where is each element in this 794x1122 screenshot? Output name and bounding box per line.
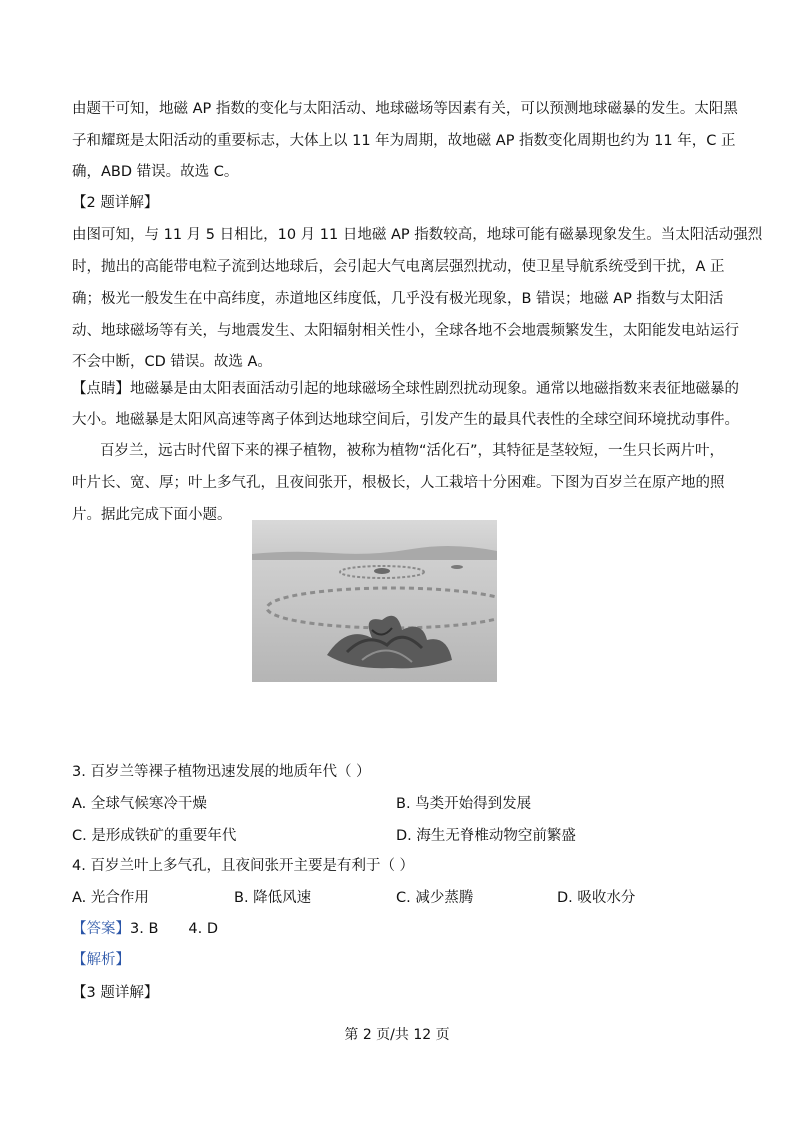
q3-option-a[interactable]: A. 全球气候寒冷干燥 xyxy=(72,796,207,812)
page-footer: 第 2 页/共 12 页 xyxy=(344,1027,450,1043)
detail-2-line-3: 确；极光一般发生在中高纬度，赤道地区纬度低，几乎没有极光现象，B 错误；地磁 AP 指数与太阳活 xyxy=(72,291,724,307)
q4-option-a[interactable]: A. 光合作用 xyxy=(72,890,149,906)
analysis-line-3: 确，ABD 错误。故选 C。 xyxy=(72,164,239,180)
q3-option-d[interactable]: D. 海生无脊椎动物空前繁盛 xyxy=(396,828,576,844)
answer-3: 3. B xyxy=(130,921,159,937)
detail-2-line-5: 不会中断，CD 错误。故选 A。 xyxy=(72,354,272,370)
answer-line xyxy=(72,919,218,939)
answer-4: 4. D xyxy=(188,921,219,937)
welwitschia-photo xyxy=(252,520,497,682)
question-4-stem: 4. 百岁兰叶上多气孔，且夜间张开主要是有利于（ ） xyxy=(72,858,415,874)
passage-line-2: 叶片长、宽、厚；叶上多气孔，且夜间张开，根极长，人工栽培十分困难。下图为百岁兰在原产地的照 xyxy=(72,475,725,491)
passage-line-3: 片。据此完成下面小题。 xyxy=(72,507,232,523)
key-point-text: 地磁暴是由太阳表面活动引起的地球磁场全球性剧烈扰动现象。通常以地磁指数来表征地磁暴的 xyxy=(130,381,739,397)
key-point-line-1 xyxy=(72,379,739,399)
detail-3-header: 【3 题详解】 xyxy=(72,985,159,1001)
q3-option-b[interactable]: B. 鸟类开始得到发展 xyxy=(396,796,532,812)
passage-line-1: 百岁兰，远古时代留下来的裸子植物，被称为植物“活化石”，其特征是茎较短，一生只长两片叶， xyxy=(100,443,725,459)
detail-2-header: 【2 题详解】 xyxy=(72,195,159,211)
detail-2-line-2: 时，抛出的高能带电粒子流到达地球后，会引起大气电离层强烈扰动，使卫星导航系统受到干扰，A 正 xyxy=(72,259,725,275)
analysis-line-1: 由题干可知，地磁 AP 指数的变化与太阳活动、地球磁场等因素有关，可以预测地球磁暴的发生。太阳黑 xyxy=(72,101,738,117)
key-point-line-2: 大小。地磁暴是太阳风高速等离子体到达地球空间后，引发产生的最具代表性的全球空间环境扰动事件。 xyxy=(72,412,739,428)
q3-option-c[interactable]: C. 是形成铁矿的重要年代 xyxy=(72,828,237,844)
analysis-line-2: 子和耀斑是太阳活动的重要标志，大体上以 11 年为周期，故地磁 AP 指数变化周期也约为 11 年，C 正 xyxy=(72,133,736,149)
question-3-stem: 3. 百岁兰等裸子植物迅速发展的地质年代（ ） xyxy=(72,764,371,780)
analysis-tag: 【解析】 xyxy=(72,952,130,968)
detail-2-line-4: 动、地球磁场等有关，与地震发生、太阳辐射相关性小，全球各地不会地震频繁发生，太阳能发电站运行 xyxy=(72,323,739,339)
answer-tag: 【答案】 xyxy=(72,921,130,937)
q4-option-b[interactable]: B. 降低风速 xyxy=(234,890,312,906)
key-point-tag: 【点睛】 xyxy=(72,381,130,397)
q4-option-d[interactable]: D. 吸收水分 xyxy=(557,890,636,906)
detail-2-line-1: 由图可知，与 11 月 5 日相比，10 月 11 日地磁 AP 指数较高，地球可能有磁暴现象发生。当太阳活动强烈 xyxy=(72,227,763,243)
q4-option-c[interactable]: C. 减少蒸腾 xyxy=(396,890,474,906)
